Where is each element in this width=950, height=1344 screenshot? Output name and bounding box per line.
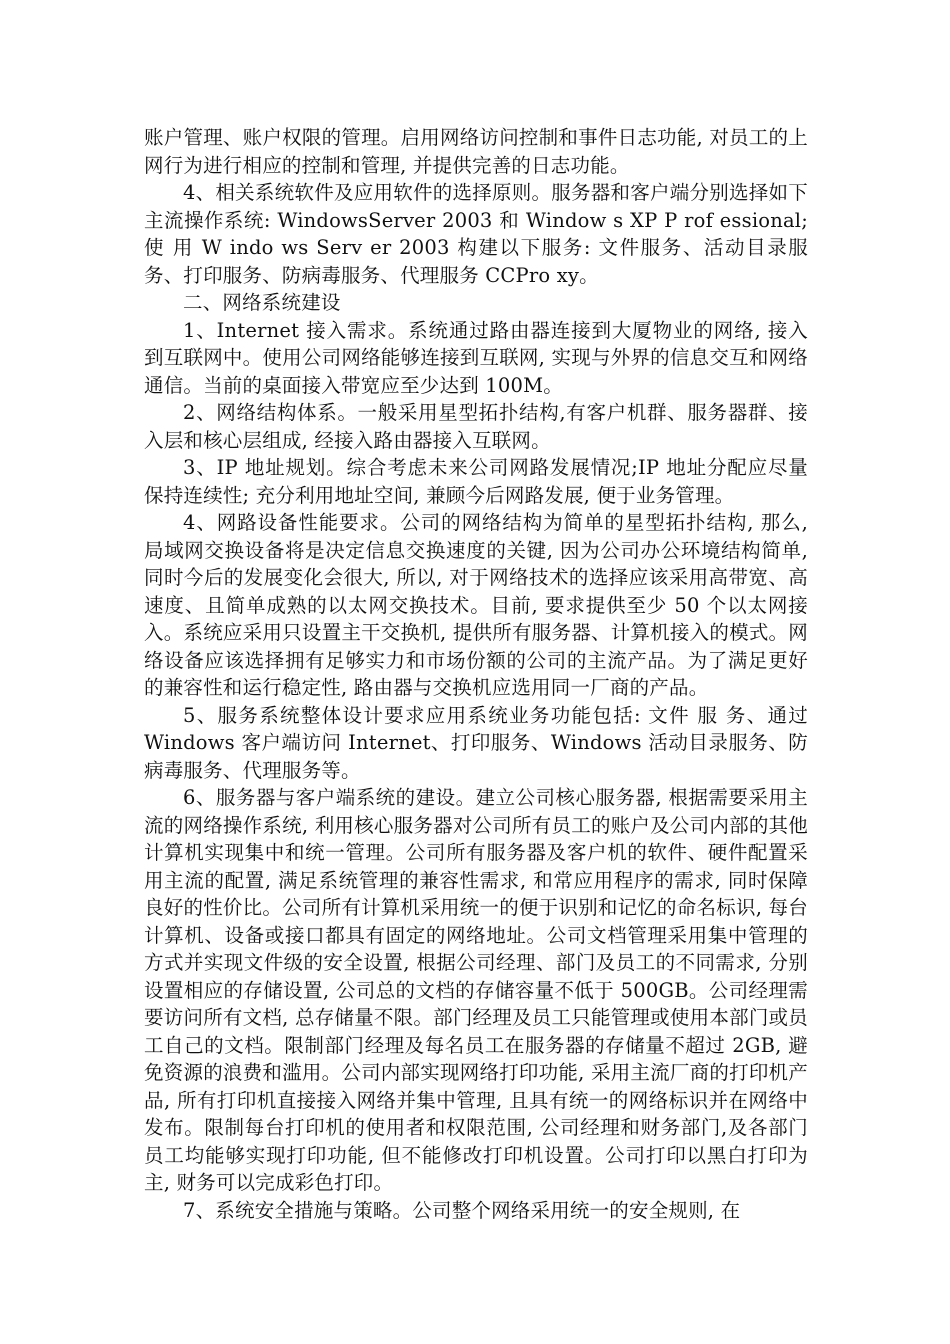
paragraph-server-client-construction: 6、服务器与客户端系统的建设。建立公司核心服务器, 根据需要采用主流的网络操作系统, 利用核心服务器对公司所有员工的账户及公司内部的其他计算机实现集中和统一管理。公司所有服务器及客户机的软件、硬件配置采用主流的配置, 满足系统管理的兼容性需求, 和常应用程序的需求, 同时保障良好的性价比。公司所有计算机采用统一的便于识别和记忆的命名标识, 每台计算机、设备或接口都具有固定的网络地址。公司文档管理采用集中管理的方式并实现文件级的安全设置, 根据公司经理、部门及员工的不同需求, 分别设置相应的存储设置, 公司总的文档的存储容量不低于 500GB。公司经理需要访问所有文档, 总存储量不限。部门经理及员工只能管理或使用本部门或员工自己的文档。限制部门经理及每名员工在服务器的存储量不超过 2GB, 避免资源的浪费和滥用。公司内部实现网络打印功能, 采用主流厂商的打印机产品, 所有打印机直接接入网络并集中管理, 且具有统一的网络标识并在网络中发布。限制每台打印机的使用者和权限范围, 公司经理和财务部门,及各部门员工均能够实现打印功能, 但不能修改打印机设置。公司打印以黑白打印为主, 财务可以完成彩色打印。 xyxy=(144,786,808,1194)
paragraph-service-system-design: 5、服务系统整体设计要求应用系统业务功能包括: 文件 服 务、通过 Windows 客户端访问 Internet、打印服务、Windows 活动目录服务、防病毒服务、代理服务等。 xyxy=(144,703,808,782)
paragraph-internet-access: 1、Internet 接入需求。系统通过路由器连接到大厦物业的网络, 接入到互联网中。使用公司网络能够连接到互联网, 实现与外界的信息交互和网络通信。当前的桌面接入带宽应至少达到 100M。 xyxy=(144,318,808,397)
paragraph-software-selection: 4、相关系统软件及应用软件的选择原则。服务器和客户端分别选择如下主流操作系统: WindowsServer 2003 和 Window s XP P rof essional; 使 用 W indo ws Serv er 2003 构建以下服务: 文件服务、活动目录服务、打印服务、防病毒服务、代理服务 CCPro xy。 xyxy=(144,181,808,287)
paragraph-network-structure: 2、网络结构体系。一般采用星型拓扑结构,有客户机群、服务器群、接入层和核心层组成, 经接入路由器接入互联网。 xyxy=(144,401,808,452)
section-heading-network-construction: 二、网络系统建设 xyxy=(183,291,341,314)
paragraph-account-management: 账户管理、账户权限的管理。启用网络访问控制和事件日志功能, 对员工的上网行为进行相应的控制和管理, 并提供完善的日志功能。 xyxy=(144,126,808,177)
paragraph-device-performance: 4、网路设备性能要求。公司的网络结构为简单的星型拓扑结构, 那么, 局域网交换设备将是决定信息交换速度的关键, 因为公司办公环境结构简单, 同时今后的发展变化会很大, 所以, 对于网络技术的选择应该采用高带宽、高速度、且简单成熟的以太网交换技术。目前, 要求提供至少 50 个以太网接入。系统应采用只设置主干交换机, 提供所有服务器、计算机接入的模式。网络设备应该选择拥有足够实力和市场份额的公司的主流产品。为了满足更好的兼容性和运行稳定性, 路由器与交换机应选用同一厂商的产品。 xyxy=(144,511,808,699)
paragraph-security-measures: 7、系统安全措施与策略。公司整个网络采用统一的安全规则, 在 xyxy=(183,1198,741,1222)
paragraph-ip-planning: 3、IP 地址规划。综合考虑未来公司网路发展情况;IP 地址分配应尽量保持连续性; 充分利用地址空间, 兼顾今后网路发展, 便于业务管理。 xyxy=(144,456,808,507)
document-body xyxy=(144,124,808,1224)
